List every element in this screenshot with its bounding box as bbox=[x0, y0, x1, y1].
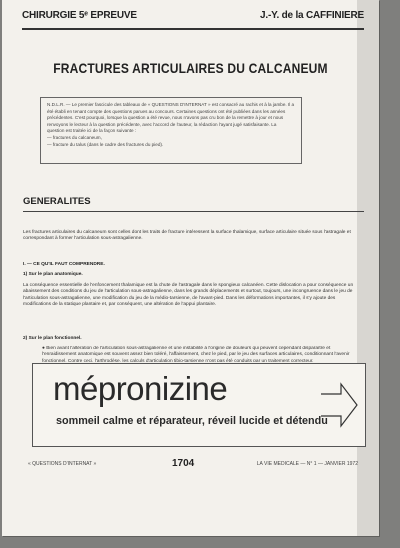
document-page bbox=[2, 0, 379, 536]
editor-note-list bbox=[47, 135, 295, 148]
editor-note-item: — fracture du talus (dans le cadre des fractures du pied). bbox=[47, 141, 164, 147]
footer-publication: LA VIE MEDICALE — N° 1 — JANVIER 1972 bbox=[256, 461, 358, 467]
page-header bbox=[22, 10, 364, 30]
header-author: J.-Y. de la CAFFINIERE bbox=[260, 10, 364, 21]
subsection-title: I. — CE QU'IL FAUT COMPRENDRE. bbox=[23, 262, 105, 267]
section-divider bbox=[23, 211, 364, 212]
header-section-label: CHIRURGIE 5ᵉ EPREUVE bbox=[22, 10, 137, 21]
editor-note-box bbox=[40, 97, 302, 164]
arrow-shape-icon bbox=[319, 382, 359, 428]
subsection-heading-anatomy: 1) Sur le plan anatomique. bbox=[23, 272, 83, 277]
subsection-heading-function: 2) Sur le plan fonctionnel. bbox=[23, 336, 82, 341]
ad-brand-name: mépronizine bbox=[53, 370, 228, 407]
ad-slogan: sommeil calme et réparateur, réveil lucide et détendu bbox=[56, 415, 328, 427]
page-number: 1704 bbox=[172, 458, 195, 469]
page-title: FRACTURES ARTICULAIRES DU CALCANEUM bbox=[53, 60, 328, 76]
footer-series: « QUESTIONS D'INTERNAT » bbox=[28, 461, 97, 467]
function-paragraph: ● Bien avant l'altération de l'articulation sous-astragalienne et une instabilité à l'origine de douleurs qui peuvent cependant disparaître et l'enraidissement anatomique est souvent assez bien toléré, l'affaissement, chez le pied, par le jeu des surfaces articulaires, conditionnant l'avenir fonctionnel. Contre ceci, l'arthrodèse, les calculs d'articulation tibio-tarsienne n'ont pas été conduits par un traitement correcteur. bbox=[42, 346, 350, 362]
page-footer bbox=[28, 458, 358, 470]
section-heading: GENERALITES bbox=[23, 196, 91, 207]
advertisement bbox=[32, 363, 366, 447]
page-shadow bbox=[357, 0, 379, 536]
anatomy-paragraph: La conséquence essentielle de l'enfoncement thalamique est la chute de l'astragale dans le spongieux calcanéen. Cette dislocation a pour conséquence un abaissement des conditions du jeu de l'articulation sous-astragalienne, dans les grands déplacements et surtout, toujours, une incongruence dans le jeu de l'articulation sous-astragalienne, une modification du jeu de la médio-tarsienne, de l'avant-pied. Dans les déformations importantes, il s'y ajoute des modifications de la statique plantaire et, par conséquent, une altération de l'appui plantaire. bbox=[23, 283, 354, 308]
editor-note-text: N.D.L.R. — Le premier fascicule des tableaux de « QUESTIONS D'INTERNAT » est consacré au rachis et à la jambe. Il a été établi en tenant compte des questions parues au concours. Certaines questions ont été publiées dans les années précédentes. C'est pourquoi, lorsque la question a été revue, nous n'avons pas cru bon de la remettre à jour et nous renvoyons le lecteur à la question précédente, avec l'accord de l'auteur, la rédaction l'ayant jugé satisfaisante. La question est traitée ici de la façon suivante : bbox=[47, 102, 295, 134]
intro-paragraph: Les fractures articulaires du calcaneum sont celles dont les traits de fracture intéressent la surface thalamique, surface articulaire située sous l'astragale et correspondant à former l'articulation sous-astragalienne. bbox=[23, 230, 351, 242]
editor-note-item: — fractures du calcaneum, bbox=[47, 134, 102, 140]
